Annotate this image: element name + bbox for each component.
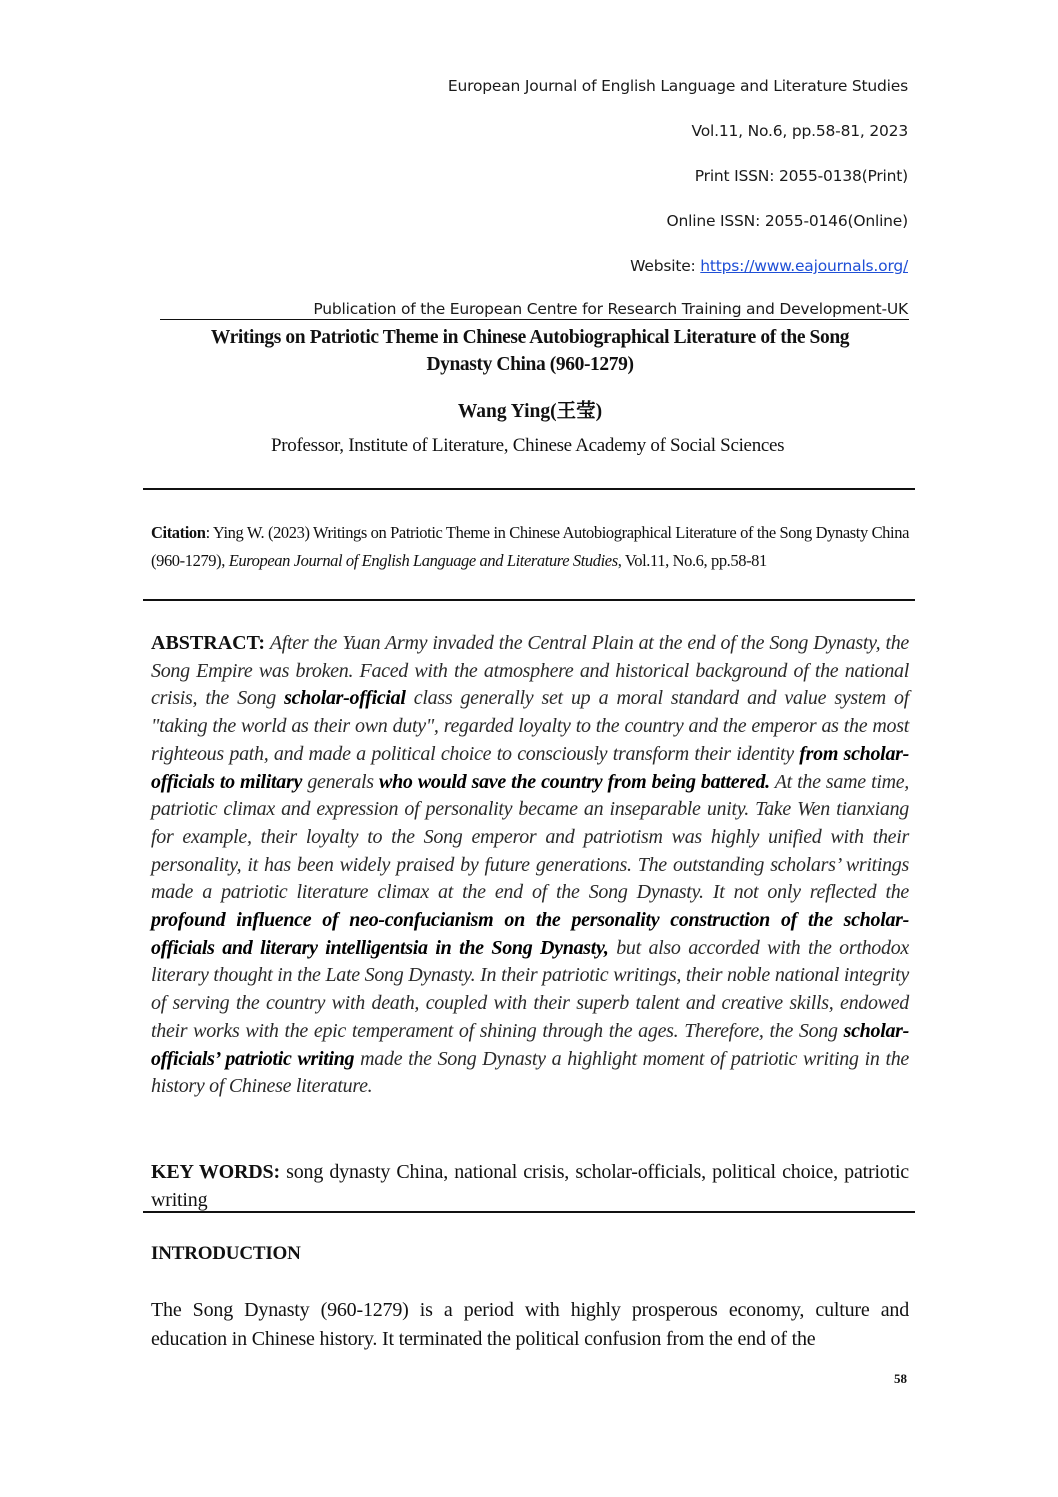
citation-bottom-rule (143, 599, 915, 601)
page-number: 58 (894, 1371, 907, 1386)
abstract-segment: At the same time, patriotic climax and expression of personality became an inseparable unity. Take Wen tianxiang for example, their loyalty to the Song emperor and patriotism was highly unified with their personality, it has been widely praised by future generations. The outstanding scholars’ writings made a patriotic literature climax at the end of the Song Dynasty. It not only reflected the (151, 770, 910, 904)
website-label: Website: (630, 257, 701, 275)
author-name: Wang Ying(王莹) (457, 401, 603, 422)
abstract-segment: class generally set up a moral standard and value system of "taking the world as their own duty", regarded loyalty to the country and the emperor as the most righteous path, and made a political choice to consciously transform their identity (151, 687, 909, 765)
abstract-segment: After the Yuan Army invaded the Central Plain at the end of the Song Dynasty, the Song Empire was broken. Faced with the atmosphere and historical background of the national crisis, the Song (151, 632, 909, 710)
introduction-paragraph: The Song Dynasty (960-1279) is a period with highly prosperous economy, culture and education in Chinese history. It terminated the political confusion from the end of the (151, 1299, 909, 1350)
keywords-label: KEY WORDS: (151, 1161, 280, 1183)
volume-info: Vol.11, No.6, pp.58-81, 2023 (691, 122, 908, 140)
abstract-segment: made the Song Dynasty a highlight moment of patriotic writing in the history of Chinese literature. (151, 1047, 909, 1098)
title-line-2: Dynasty China (960-1279) (426, 354, 634, 375)
abstract-block (151, 630, 909, 1101)
keywords-rule (143, 1211, 915, 1213)
paper-title (150, 324, 910, 378)
online-issn: Online ISSN: 2055-0146(Online) (666, 212, 908, 230)
citation-label: Citation (151, 523, 206, 542)
abstract-label: ABSTRACT: (151, 632, 266, 654)
header-rule (160, 319, 909, 320)
keywords-text: song dynasty China, national crisis, scholar-officials, political choice, patriotic writing (151, 1161, 909, 1211)
journal-name: European Journal of English Language and Literature Studies (447, 77, 908, 95)
section-heading-introduction: INTRODUCTION (151, 1243, 301, 1264)
citation-block (151, 519, 909, 575)
website-line (630, 257, 908, 275)
title-line-1: Writings on Patriotic Theme in Chinese Autobiographical Literature of the Song (210, 327, 850, 348)
abstract-highlight: from scholar-officials to military (151, 742, 909, 793)
citation-text: : Ying W. (2023) Writings on Patriotic Theme in Chinese Autobiographical Literature of the Song Dynasty China (960-1279), (151, 523, 909, 570)
website-link[interactable]: https://www.eajournals.org/ (700, 257, 908, 275)
abstract-body (151, 632, 909, 1097)
abstract-highlight: who would save the country from being battered. (379, 770, 770, 793)
abstract-segment: but also accorded with the orthodox literary thought in the Late Song Dynasty. In their patriotic writings, their noble national integrity of serving the country with death, coupled with their superb talent and creative skills, endowed their works with the epic temperament of shining through the ages. Therefore, the Song (151, 936, 909, 1042)
author-affiliation: Professor, Institute of Literature, Chinese Academy of Social Sciences (271, 435, 785, 456)
citation-top-rule (143, 488, 915, 490)
publisher-line: Publication of the European Centre for Research Training and Development-UK (313, 300, 908, 318)
citation-details: , Vol.11, No.6, pp.58-81 (617, 551, 767, 570)
abstract-highlight: profound influence of neo-confucianism on the personality construction of the scholar-officials and literary intelligentsia in the Song Dynasty, (151, 909, 909, 959)
abstract-segment: generals (302, 770, 380, 793)
citation-journal: European Journal of English Language and Literature Studies (228, 551, 618, 570)
abstract-highlight: scholar-official (284, 687, 406, 710)
print-issn: Print ISSN: 2055-0138(Print) (694, 167, 908, 185)
keywords-block (151, 1158, 909, 1214)
abstract-highlight: scholar-officials’ patriotic writing (151, 1019, 909, 1070)
